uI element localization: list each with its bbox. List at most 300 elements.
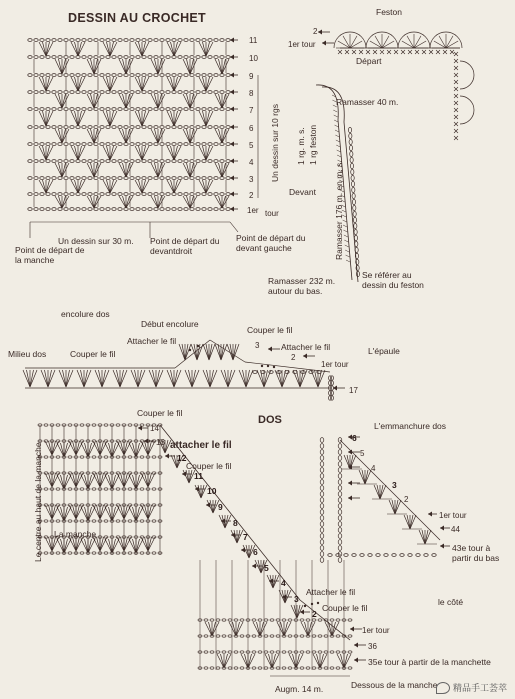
front-pick-up-label: Ramasser 40 m. <box>336 97 399 107</box>
chain-stitch <box>140 488 144 490</box>
fan-stitch <box>119 196 126 208</box>
chain-stitch <box>28 143 32 146</box>
chain-stitch <box>34 56 38 59</box>
v-cluster-stitch <box>149 370 156 387</box>
fan-stitch <box>94 163 98 177</box>
chain-stitch <box>140 440 144 442</box>
chain-stitch <box>76 177 80 180</box>
chain-stitch <box>214 39 218 42</box>
chain-stitch <box>148 193 152 196</box>
chain-stitch <box>154 39 158 42</box>
chain-stitch <box>252 651 256 653</box>
v-cluster-stitch <box>189 370 193 387</box>
fan-stitch <box>59 94 63 108</box>
chain-stitch <box>196 108 200 111</box>
chain-stitch <box>320 444 324 449</box>
chain-stitch <box>94 74 98 77</box>
chain-stitch <box>190 160 194 163</box>
chain-stitch <box>196 74 200 77</box>
v-cluster-stitch <box>185 370 192 387</box>
sleeve-row-number: 3 <box>294 594 299 604</box>
sc-mark <box>343 230 347 232</box>
v-cluster-stitch <box>141 441 148 455</box>
v-cluster-stitch <box>121 473 125 487</box>
chain-stitch <box>226 108 230 111</box>
chain-stitch <box>196 91 200 94</box>
fan-stitch <box>55 94 62 108</box>
chain-stitch <box>220 208 224 211</box>
slip-stitch <box>261 365 263 367</box>
chain-stitch <box>70 208 74 211</box>
chain-stitch <box>128 456 132 458</box>
chain-stitch <box>160 39 164 42</box>
v-cluster-stitch <box>221 370 228 387</box>
fan-stitch <box>88 475 95 489</box>
chain-stitch <box>228 619 232 621</box>
v-cluster-stitch <box>45 505 52 519</box>
feston-shell <box>352 193 355 198</box>
chain-stitch <box>330 651 334 653</box>
v-cluster-stitch <box>203 180 207 193</box>
chain-stitch <box>40 56 44 59</box>
v-cluster-stitch <box>46 77 50 91</box>
v-cluster-stitch <box>206 77 213 91</box>
v-cluster-stitch <box>103 180 110 193</box>
chain-stitch <box>226 91 230 94</box>
chain-stitch <box>142 208 146 211</box>
chain-stitch <box>100 160 104 163</box>
chain-stitch <box>112 91 116 94</box>
chain-stitch <box>28 108 32 111</box>
sample-row-arrow-head <box>230 159 234 164</box>
chain-stitch <box>408 554 412 557</box>
chain-stitch <box>184 39 188 42</box>
chain-stitch <box>106 177 110 180</box>
fan-stitch <box>296 654 300 668</box>
chain-stitch <box>124 160 128 163</box>
chain-stitch <box>392 554 396 557</box>
v-cluster-stitch <box>243 370 247 387</box>
chain-stitch <box>282 667 286 669</box>
fan-stitch <box>219 94 223 108</box>
v-cluster-stitch <box>73 473 77 487</box>
sample-repeat-height: Un dessin sur 10 rgs <box>270 104 280 182</box>
chain-stitch <box>92 424 96 426</box>
chain-stitch <box>222 619 226 621</box>
chain-stitch <box>94 143 98 146</box>
v-cluster-stitch <box>131 370 138 387</box>
slip-stitch <box>304 605 306 607</box>
sleeve-row-number: 6 <box>253 547 258 557</box>
chain-stitch <box>196 208 200 211</box>
chain-stitch <box>190 56 194 59</box>
v-cluster-stitch <box>124 473 128 487</box>
feston-row-2: 2 <box>313 27 318 36</box>
sleeve-row-number: 13 <box>156 438 165 447</box>
fan-stitch <box>85 539 89 553</box>
chain-stitch <box>28 39 32 42</box>
sc-mark <box>335 125 339 127</box>
v-cluster-stitch <box>279 370 283 387</box>
chain-stitch <box>172 177 176 180</box>
chain-stitch <box>94 177 98 180</box>
chain-stitch <box>152 488 156 490</box>
v-cluster-stitch <box>103 111 110 126</box>
chain-stitch <box>282 651 286 653</box>
slip-stitch <box>317 602 319 604</box>
chain-stitch <box>226 143 230 146</box>
neckline-slope <box>210 340 245 362</box>
chain-stitch <box>94 160 98 163</box>
chain-stitch <box>184 208 188 211</box>
chain-stitch <box>28 91 32 94</box>
v-cluster-stitch <box>117 473 124 487</box>
fan-stitch <box>190 196 197 208</box>
chain-stitch <box>202 177 206 180</box>
chain-stitch <box>336 635 340 637</box>
fan-stitch <box>112 539 116 553</box>
fan-stitch <box>55 163 62 177</box>
chain-stitch <box>118 126 122 129</box>
v-cluster-stitch <box>186 470 189 483</box>
v-cluster-stitch <box>253 622 260 636</box>
v-cluster-stitch <box>46 42 50 56</box>
chain-stitch <box>226 160 230 163</box>
chain-stitch <box>128 488 132 490</box>
chain-stitch <box>130 74 134 77</box>
chain-stitch <box>154 126 158 129</box>
chain-stitch <box>92 504 96 506</box>
chain-stitch <box>202 193 206 196</box>
chain-stitch <box>124 39 128 42</box>
chain-stitch <box>142 39 146 42</box>
fan-stitch <box>62 196 69 208</box>
chain-stitch <box>348 619 352 621</box>
chain-stitch <box>140 536 144 538</box>
feston-shell <box>348 127 351 132</box>
fan-stitch <box>91 163 95 177</box>
v-cluster-stitch <box>237 530 240 543</box>
chain-stitch <box>112 56 116 59</box>
slip-stitch <box>197 345 199 347</box>
fan-stitch <box>126 59 133 74</box>
chain-stitch <box>184 193 188 196</box>
chain-stitch <box>264 619 268 621</box>
v-cluster-stitch <box>117 441 124 455</box>
sleeve-row-number: 8 <box>233 518 238 528</box>
chain-stitch <box>100 126 104 129</box>
v-cluster-stitch <box>171 111 175 126</box>
fan-stitch <box>62 163 69 177</box>
fan-stitch <box>187 163 191 177</box>
fan-stitch <box>109 539 113 553</box>
v-cluster-stitch <box>95 370 102 387</box>
v-cluster-stitch <box>206 42 213 56</box>
v-cluster-stitch <box>165 440 168 453</box>
v-cluster-stitch <box>260 622 264 636</box>
fan-stitch <box>91 94 95 108</box>
chain-stitch <box>92 552 96 554</box>
sleeve-row-number: 5 <box>264 563 269 573</box>
chain-stitch <box>196 143 200 146</box>
chain-stitch <box>160 208 164 211</box>
v-cluster-stitch <box>100 537 107 551</box>
fan-stitch <box>158 163 162 177</box>
v-cluster-stitch <box>145 505 149 519</box>
chain-stitch <box>226 39 230 42</box>
chain-stitch <box>328 554 332 557</box>
chain-stitch <box>118 177 122 180</box>
chain-stitch <box>136 208 140 211</box>
v-cluster-stitch <box>148 441 155 455</box>
fan-stitch <box>155 59 159 74</box>
chain-stitch <box>64 143 68 146</box>
chain-stitch <box>154 208 158 211</box>
sc-mark <box>336 145 340 147</box>
chain-stitch <box>56 472 60 474</box>
fan-stitch <box>126 129 130 143</box>
chain-stitch <box>234 667 238 669</box>
chain-stitch <box>172 56 176 59</box>
v-cluster-stitch <box>76 473 80 487</box>
chain-stitch <box>320 522 324 527</box>
under-sleeve-label: Dessous de la manche <box>351 680 438 690</box>
chain-stitch <box>88 193 92 196</box>
sleeve-row-arrow-head <box>354 643 358 648</box>
chain-stitch <box>360 554 364 557</box>
fan-stitch <box>155 163 159 177</box>
v-cluster-stitch <box>213 500 216 513</box>
v-cluster-stitch <box>318 370 325 387</box>
chain-stitch <box>331 391 334 395</box>
chain-stitch <box>116 552 120 554</box>
chain-stitch <box>142 193 146 196</box>
chain-stitch <box>88 160 92 163</box>
fan-stitch <box>105 507 112 521</box>
v-cluster-stitch <box>78 111 82 126</box>
chain-stitch <box>128 472 132 474</box>
chain-stitch <box>178 108 182 111</box>
v-cluster-stitch <box>142 180 146 193</box>
v-cluster-stitch <box>174 77 181 91</box>
chain-stitch <box>216 651 220 653</box>
fan-stitch <box>126 94 133 108</box>
chain-stitch <box>58 126 62 129</box>
v-cluster-stitch <box>203 42 207 56</box>
chain-stitch <box>46 177 50 180</box>
v-cluster-stitch <box>167 146 174 160</box>
chain-stitch <box>222 635 226 637</box>
chain-stitch <box>34 177 38 180</box>
v-cluster-stitch <box>76 505 83 519</box>
chain-stitch <box>152 472 156 474</box>
v-cluster-stitch <box>206 111 213 126</box>
v-cluster-stitch <box>171 42 175 56</box>
v-cluster-stitch <box>142 42 146 56</box>
chain-stitch <box>106 74 110 77</box>
neck-row-number: 3 <box>255 341 260 350</box>
chain-stitch <box>116 472 120 474</box>
fan-stitch <box>64 475 68 489</box>
chain-stitch <box>166 91 170 94</box>
fan-stitch <box>179 344 185 360</box>
v-cluster-stitch <box>39 77 46 91</box>
fan-stitch <box>87 59 94 74</box>
v-cluster-stitch <box>258 560 261 573</box>
fan-stitch <box>62 163 66 177</box>
chain-stitch <box>28 56 32 59</box>
fan-stitch <box>289 654 296 668</box>
chain-stitch <box>40 177 44 180</box>
chain-stitch <box>76 108 80 111</box>
chain-stitch <box>34 126 38 129</box>
v-cluster-stitch <box>78 77 85 91</box>
v-cluster-stitch <box>305 622 309 636</box>
watermark <box>436 681 507 694</box>
fan-stitch <box>151 163 158 177</box>
sample-row-arrow-head <box>230 125 234 130</box>
v-cluster-stitch <box>236 622 243 636</box>
fan-stitch <box>55 196 62 208</box>
chain-stitch <box>142 74 146 77</box>
fan-stitch <box>269 654 273 668</box>
v-cluster-stitch <box>110 180 117 193</box>
chain-stitch <box>214 56 218 59</box>
watermark-text: 精品手工荟萃 <box>452 683 507 693</box>
chain-stitch <box>331 381 334 385</box>
fan-stitch <box>81 443 88 457</box>
v-cluster-stitch <box>135 146 142 160</box>
fan-stitch <box>222 163 229 177</box>
chain-stitch <box>216 635 220 637</box>
fan-stitch <box>224 654 228 668</box>
chain-stitch <box>80 456 84 458</box>
chain-stitch <box>178 91 182 94</box>
feston-shell <box>350 151 353 156</box>
chain-stitch <box>228 651 232 653</box>
chain-stitch <box>100 177 104 180</box>
v-cluster-stitch <box>46 180 53 193</box>
chain-stitch <box>288 619 292 621</box>
v-cluster-stitch <box>107 146 111 160</box>
v-cluster-stitch <box>46 180 50 193</box>
chain-stitch <box>152 456 156 458</box>
v-cluster-stitch <box>228 370 235 387</box>
fan-stitch <box>109 443 113 457</box>
feston-shell <box>350 163 353 168</box>
v-cluster-stitch <box>43 180 47 193</box>
chain-stitch <box>204 619 208 621</box>
v-cluster-stitch <box>174 180 181 193</box>
fan-stitch <box>126 163 133 177</box>
chain-stitch <box>28 126 32 129</box>
armhole-start-label: 43e tour à partir du bas <box>452 543 500 563</box>
fan-stitch <box>94 163 101 177</box>
shoulder-label: L'épaule <box>368 346 400 356</box>
chain-stitch <box>34 193 38 196</box>
chain-stitch <box>68 440 72 442</box>
chain-stitch <box>142 177 146 180</box>
chain-stitch <box>28 193 32 196</box>
chain-stitch <box>184 177 188 180</box>
fan-stitch <box>59 163 63 177</box>
chain-stitch <box>52 143 56 146</box>
chain-stitch <box>190 91 194 94</box>
sample-tour-label: tour <box>265 209 279 218</box>
chain-stitch <box>56 440 60 442</box>
v-cluster-stitch <box>71 77 78 91</box>
chain-stitch <box>178 74 182 77</box>
chain-stitch <box>128 424 132 426</box>
v-cluster-stitch <box>124 505 131 519</box>
chain-stitch <box>190 74 194 77</box>
chain-stitch <box>166 39 170 42</box>
fan-stitch <box>64 443 71 457</box>
chain-stitch <box>148 177 152 180</box>
v-cluster-stitch <box>100 505 107 519</box>
chain-stitch <box>130 39 134 42</box>
v-cluster-stitch <box>225 370 229 387</box>
v-cluster-stitch <box>43 77 47 91</box>
v-cluster-stitch <box>100 505 104 519</box>
v-cluster-stitch <box>142 180 149 193</box>
chain-stitch <box>160 74 164 77</box>
armhole-row-number: 44 <box>451 525 460 534</box>
armhole-row-arrow-head <box>348 481 352 486</box>
chain-stitch <box>196 177 200 180</box>
fan-stitch <box>221 654 225 668</box>
chain-stitch <box>76 160 80 163</box>
sample-row-number: 5 <box>249 141 254 150</box>
chain-stitch <box>184 160 188 163</box>
v-cluster-stitch <box>189 470 192 483</box>
chain-stitch <box>320 498 324 503</box>
chain-stitch <box>172 143 176 146</box>
chain-stitch <box>226 193 230 196</box>
neck-row-number: 17 <box>349 386 358 395</box>
chain-stitch <box>312 635 316 637</box>
chain-stitch <box>100 193 104 196</box>
cut-yarn-sleeve-top: Couper le fil <box>137 408 183 418</box>
v-cluster-stitch <box>138 370 142 387</box>
fan-stitch <box>190 163 197 177</box>
chain-stitch <box>288 635 292 637</box>
fan-stitch <box>59 196 63 208</box>
chain-stitch <box>116 456 120 458</box>
chain-stitch <box>46 126 50 129</box>
cut-yarn-left-label: Couper le fil <box>70 349 116 359</box>
sc-mark <box>344 240 348 242</box>
fan-stitch <box>119 94 126 108</box>
chain-stitch <box>106 126 110 129</box>
chain-stitch <box>148 91 152 94</box>
chain-stitch <box>56 424 60 426</box>
v-cluster-stitch <box>209 622 213 636</box>
v-cluster-stitch <box>135 77 142 91</box>
fan-stitch <box>112 475 119 489</box>
chain-stitch <box>208 193 212 196</box>
attach-yarn-sleeve: attacher le fil <box>170 440 232 451</box>
v-cluster-stitch <box>45 473 52 487</box>
chain-stitch <box>202 208 206 211</box>
sc-mark <box>346 260 350 262</box>
v-cluster-stitch <box>377 485 380 499</box>
v-cluster-stitch <box>249 545 252 558</box>
fan-stitch <box>183 163 190 177</box>
chain-stitch <box>112 74 116 77</box>
v-cluster-stitch <box>203 370 210 387</box>
chain-stitch <box>276 651 280 653</box>
